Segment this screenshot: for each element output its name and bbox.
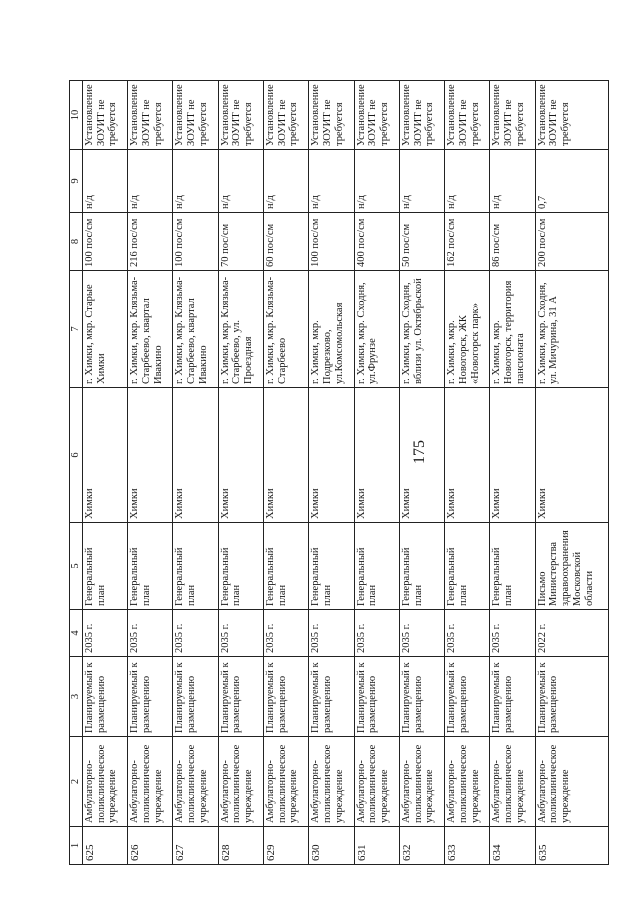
capacity: 50 пос/см	[399, 213, 444, 271]
target-year: 2035 г.	[490, 610, 535, 657]
object-name: Амбулаторно-поликлиническое учреждение	[490, 737, 535, 827]
object-name: Амбулаторно-поликлиническое учреждение	[445, 737, 490, 827]
area: н/д	[128, 150, 173, 213]
col-header: 1	[70, 827, 83, 865]
settlement: Химки	[218, 388, 263, 523]
settlement: Химки	[82, 388, 127, 523]
object-name: Амбулаторно-поликлиническое учреждение	[218, 737, 263, 827]
area: н/д	[173, 150, 218, 213]
area: н/д	[354, 150, 399, 213]
object-name: Амбулаторно-поликлиническое учреждение	[263, 737, 308, 827]
basis-document: Генеральный план	[309, 523, 354, 610]
location: г. Химки, мкр. Новогорск, территория пансионата	[490, 271, 535, 388]
area: н/д	[490, 150, 535, 213]
zouit-note: Установление ЗОУИТ не требуется	[173, 81, 218, 150]
row-number: 630	[309, 827, 354, 865]
location: г. Химки, мкр. Клязьма-Старбеево, ул. Проездная	[218, 271, 263, 388]
col-header: 6	[70, 388, 83, 523]
location: г. Химки, мкр. Сходня, ул. Мичурина, 31 А	[535, 271, 608, 388]
object-status: Планируемый к размещению	[263, 657, 308, 737]
capacity: 100 пос/см	[82, 213, 127, 271]
object-name: Амбулаторно-поликлиническое учреждение	[128, 737, 173, 827]
target-year: 2035 г.	[82, 610, 127, 657]
settlement: Химки	[445, 388, 490, 523]
row-number: 632	[399, 827, 444, 865]
col-header: 2	[70, 737, 83, 827]
row-number: 628	[218, 827, 263, 865]
target-year: 2035 г.	[354, 610, 399, 657]
table-row	[218, 81, 263, 865]
row-number: 626	[128, 827, 173, 865]
location: г. Химки, мкр. Подрезково, ул.Комсомольская	[309, 271, 354, 388]
page-number: 175	[411, 440, 428, 464]
col-header: 4	[70, 610, 83, 657]
basis-document: Генеральный план	[218, 523, 263, 610]
table-row	[173, 81, 218, 865]
basis-document: Генеральный план	[399, 523, 444, 610]
table-row	[445, 81, 490, 865]
target-year: 2022 г.	[535, 610, 608, 657]
location: г. Химки, мкр. Сходня, вблизи ул. Октябрьской	[399, 271, 444, 388]
object-name: Амбулаторно-поликлиническое учреждение	[309, 737, 354, 827]
table-row	[490, 81, 535, 865]
row-number: 631	[354, 827, 399, 865]
zouit-note: Установление ЗОУИТ не требуется	[535, 81, 608, 150]
zouit-note: Установление ЗОУИТ не требуется	[128, 81, 173, 150]
object-status: Планируемый к размещению	[535, 657, 608, 737]
col-header: 8	[70, 213, 83, 271]
area: 0,7	[535, 150, 608, 213]
object-name: Амбулаторно-поликлиническое учреждение	[535, 737, 608, 827]
location: г. Химки, мкр. Новогорск, ЖК «Новогорск парк»	[445, 271, 490, 388]
object-status: Планируемый к размещению	[128, 657, 173, 737]
area: н/д	[82, 150, 127, 213]
settlement: Химки	[263, 388, 308, 523]
capacity: 100 пос/см	[309, 213, 354, 271]
settlement: Химки	[535, 388, 608, 523]
zouit-note: Установление ЗОУИТ не требуется	[218, 81, 263, 150]
zouit-note: Установление ЗОУИТ не требуется	[309, 81, 354, 150]
col-header: 10	[70, 81, 83, 150]
target-year: 2035 г.	[309, 610, 354, 657]
table-row	[128, 81, 173, 865]
row-number: 625	[82, 827, 127, 865]
object-status: Планируемый к размещению	[399, 657, 444, 737]
object-status: Планируемый к размещению	[445, 657, 490, 737]
area: н/д	[399, 150, 444, 213]
area: н/д	[218, 150, 263, 213]
object-status: Планируемый к размещению	[490, 657, 535, 737]
capacity: 162 пос/см	[445, 213, 490, 271]
capacity: 86 пос/см	[490, 213, 535, 271]
object-status: Планируемый к размещению	[173, 657, 218, 737]
basis-document: Письмо Министерства здравоохранения Московской области	[535, 523, 608, 610]
zouit-note: Установление ЗОУИТ не требуется	[445, 81, 490, 150]
target-year: 2035 г.	[445, 610, 490, 657]
capacity: 70 пос/см	[218, 213, 263, 271]
location: г. Химки, мкр. Сходня, ул.Фрунзе	[354, 271, 399, 388]
settlement: Химки	[490, 388, 535, 523]
target-year: 2035 г.	[128, 610, 173, 657]
target-year: 2035 г.	[173, 610, 218, 657]
location: г. Химки, мкр. Клязьма-Старбеево	[263, 271, 308, 388]
zouit-note: Установление ЗОУИТ не требуется	[490, 81, 535, 150]
object-status: Планируемый к размещению	[354, 657, 399, 737]
location: г. Химки, мкр. Клязьма-Старбеево, квартал Ивакино	[173, 271, 218, 388]
area: н/д	[309, 150, 354, 213]
settlement: Химки	[309, 388, 354, 523]
table-row	[263, 81, 308, 865]
capacity: 216 пос/см	[128, 213, 173, 271]
object-status: Планируемый к размещению	[82, 657, 127, 737]
basis-document: Генеральный план	[263, 523, 308, 610]
col-header: 9	[70, 150, 83, 213]
object-name: Амбулаторно-поликлиническое учреждение	[82, 737, 127, 827]
col-header: 7	[70, 271, 83, 388]
capacity: 400 пос/см	[354, 213, 399, 271]
zouit-note: Установление ЗОУИТ не требуется	[263, 81, 308, 150]
objects-table	[69, 80, 609, 865]
row-number: 634	[490, 827, 535, 865]
capacity: 200 пос/см	[535, 213, 608, 271]
basis-document: Генеральный план	[173, 523, 218, 610]
target-year: 2035 г.	[263, 610, 308, 657]
target-year: 2035 г.	[399, 610, 444, 657]
zouit-note: Установление ЗОУИТ не требуется	[354, 81, 399, 150]
location: г. Химки, мкр. Старые Химки	[82, 271, 127, 388]
capacity: 60 пос/см	[263, 213, 308, 271]
zouit-note: Установление ЗОУИТ не требуется	[82, 81, 127, 150]
area: н/д	[263, 150, 308, 213]
object-name: Амбулаторно-поликлиническое учреждение	[173, 737, 218, 827]
table-row	[399, 81, 444, 865]
object-status: Планируемый к размещению	[309, 657, 354, 737]
target-year: 2035 г.	[218, 610, 263, 657]
basis-document: Генеральный план	[490, 523, 535, 610]
zouit-note: Установление ЗОУИТ не требуется	[399, 81, 444, 150]
table-row	[535, 81, 608, 865]
object-name: Амбулаторно-поликлиническое учреждение	[354, 737, 399, 827]
row-number: 629	[263, 827, 308, 865]
basis-document: Генеральный план	[128, 523, 173, 610]
row-number: 635	[535, 827, 608, 865]
area: н/д	[445, 150, 490, 213]
table-row	[309, 81, 354, 865]
object-name: Амбулаторно-поликлиническое учреждение	[399, 737, 444, 827]
settlement: Химки	[399, 388, 444, 523]
col-header: 3	[70, 657, 83, 737]
settlement: Химки	[354, 388, 399, 523]
row-number: 633	[445, 827, 490, 865]
location: г. Химки, мкр. Клязьма-Старбеево, квартал Ивакино	[128, 271, 173, 388]
row-number: 627	[173, 827, 218, 865]
table-row	[354, 81, 399, 865]
header-row	[70, 81, 83, 865]
settlement: Химки	[173, 388, 218, 523]
rotated-table-container	[69, 81, 609, 865]
capacity: 100 пос/см	[173, 213, 218, 271]
basis-document: Генеральный план	[354, 523, 399, 610]
object-status: Планируемый к размещению	[218, 657, 263, 737]
basis-document: Генеральный план	[82, 523, 127, 610]
table-row	[82, 81, 127, 865]
basis-document: Генеральный план	[445, 523, 490, 610]
col-header: 5	[70, 523, 83, 610]
settlement: Химки	[128, 388, 173, 523]
